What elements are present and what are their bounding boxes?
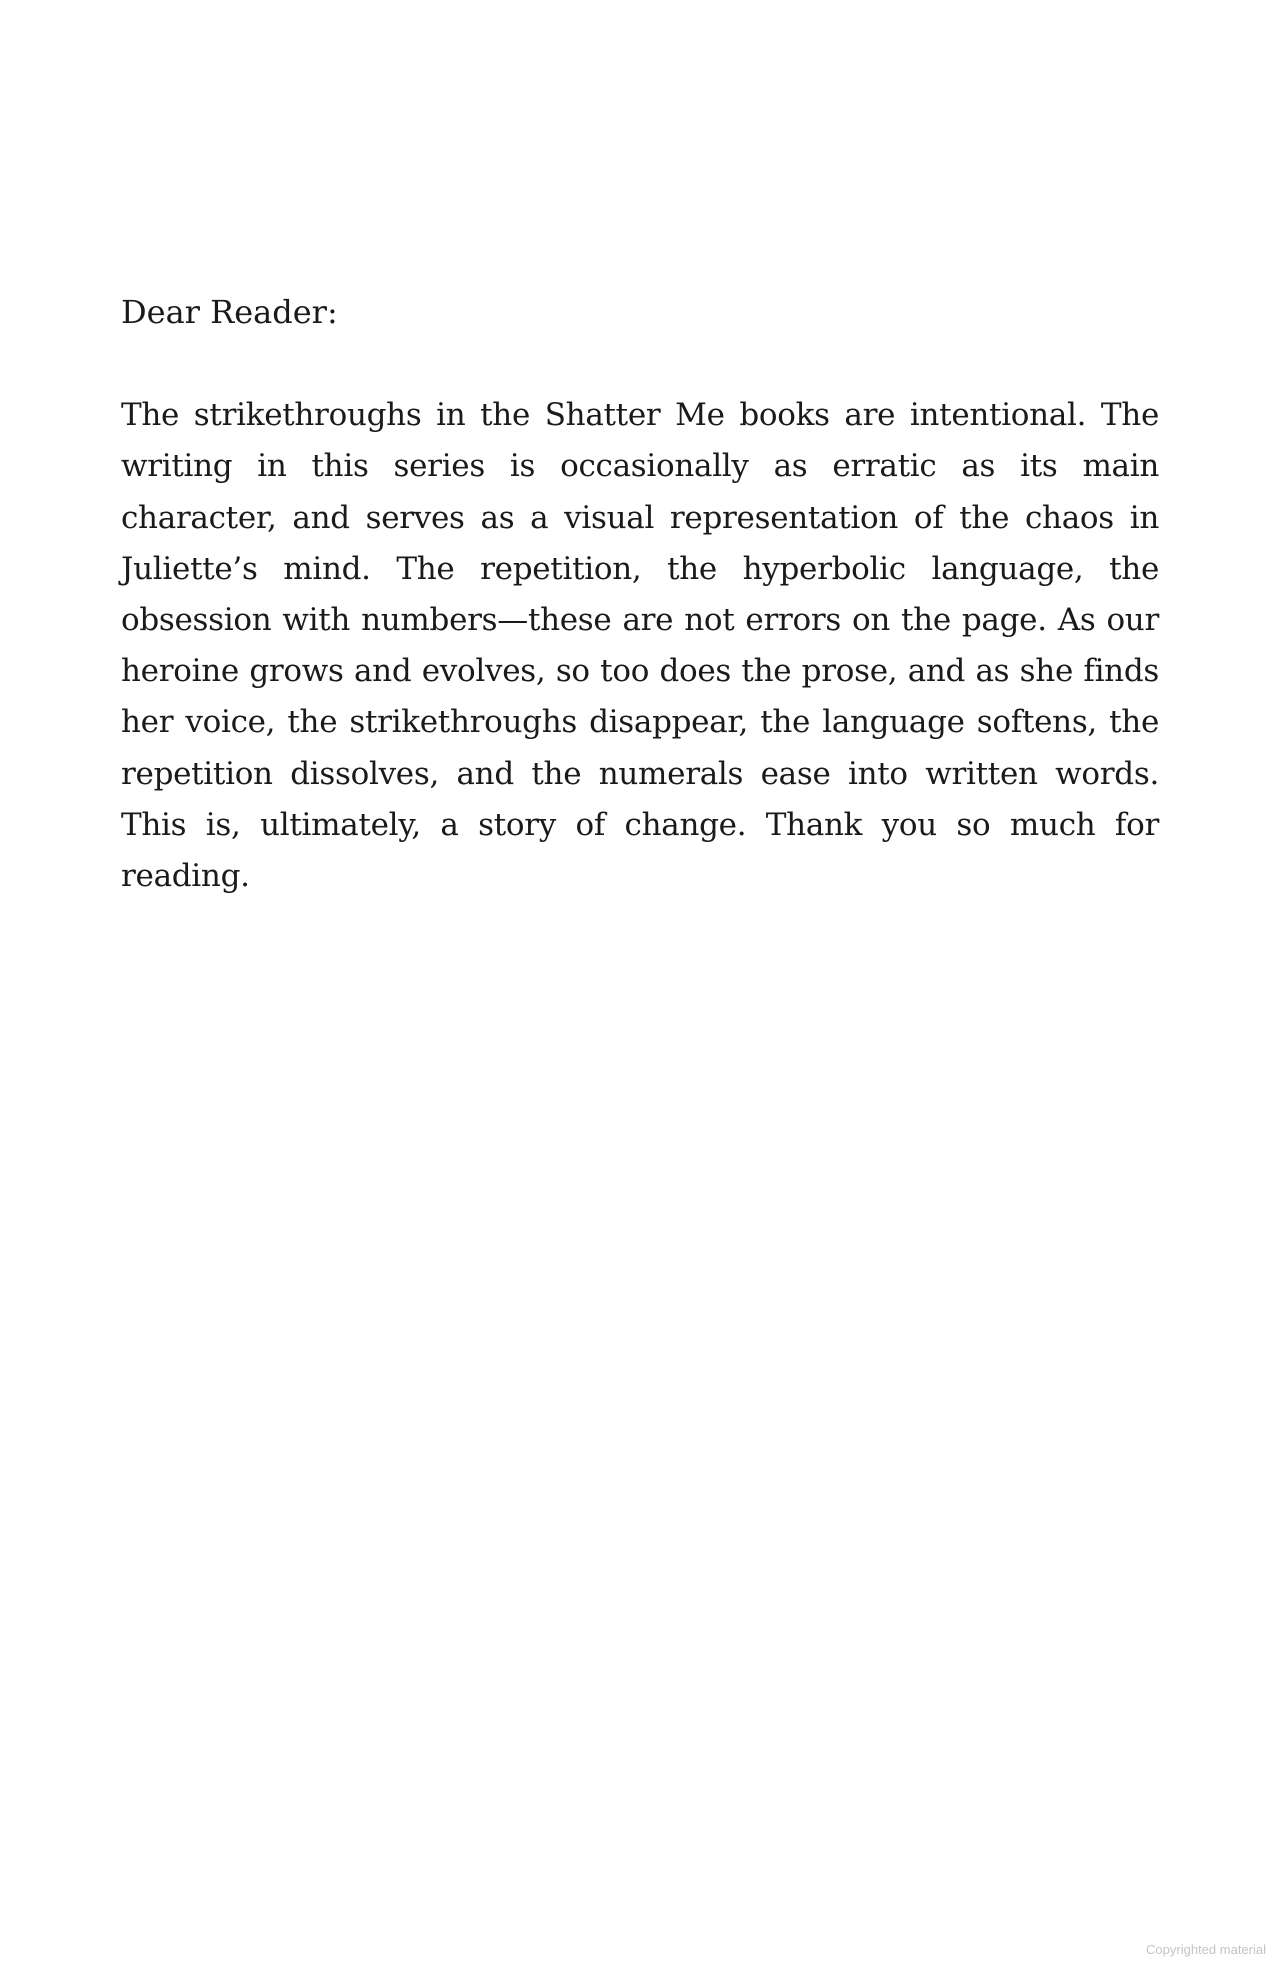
letter-body: The strikethroughs in the Shatter Me books are intentional. The writing in this series is occasionally as erratic as its main character, and serves as a visual representation of the chaos in Juliette’s mind. The repetition, the hyperbolic language, the obsession with numbers—these are not errors on the page. As our heroine grows and evolves, so too does the prose, and as she finds her voice, the strikethroughs disappear, the language softens, the repetition dissolves, and the numerals ease into written words. This is, ultimately, a story of change. Thank you so much for reading. — [121, 397, 1159, 895]
letter-salutation: Dear Reader: — [121, 293, 338, 331]
letter-content — [121, 287, 1159, 902]
copyright-watermark: Copyrighted material — [1146, 1942, 1266, 1957]
